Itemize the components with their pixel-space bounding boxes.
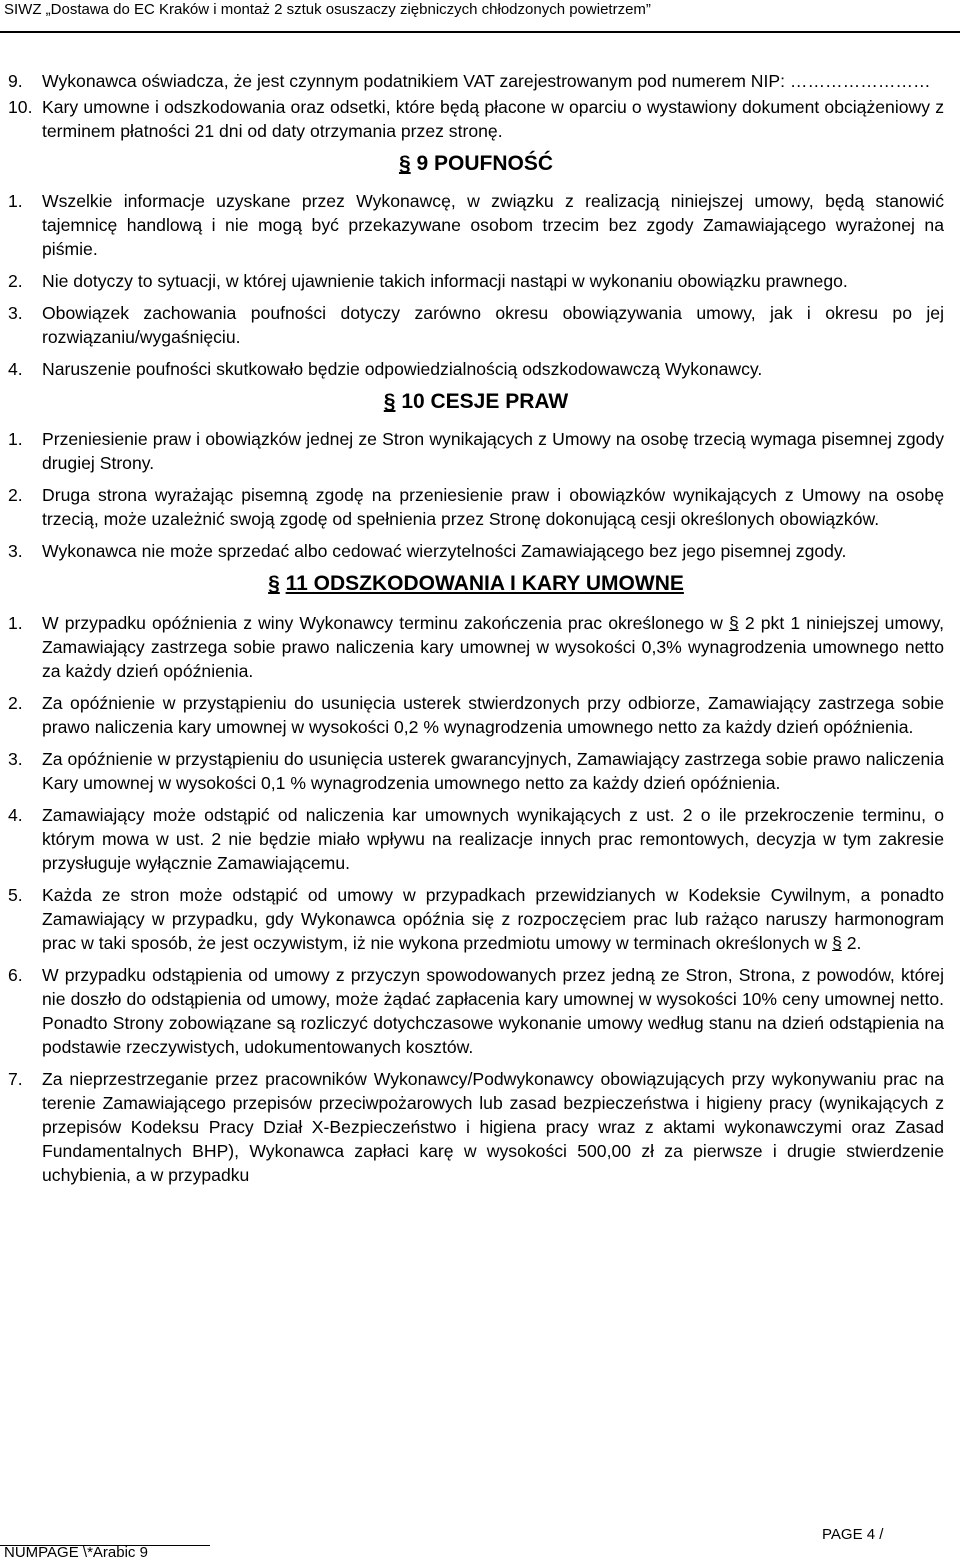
- document-header: [0, 0, 960, 32]
- header-title: SIWZ „Dostawa do EC Kraków i montaż 2 sztuk osuszaczy ziębniczych chłodzonych powietrzem”: [4, 1, 651, 18]
- list-item: [8, 427, 944, 475]
- item-number: 7.: [8, 1069, 23, 1089]
- item-number: 2.: [8, 485, 23, 505]
- list-item: [8, 301, 944, 349]
- item-text: Wszelkie informacje uzyskane przez Wykonawcę, w związku z realizacją niniejszej umowy, będą stanowić tajemnicę handlową i nie mogą być przekazywane osobom trzecim bez zgody Zamawiającego wyrażonej na piśmie.: [42, 191, 944, 259]
- list-item: [8, 611, 944, 683]
- item-text: Każda ze stron może odstąpić od umowy w przypadkach przewidzianych w Kodeksie Cywilnym, a ponadto Zamawiający w przypadku, gdy Wykonawca opóźnia się z rozpoczęciem prac lub rażąco naruszy harmonogram prac w taki sposób, że jest oczywistym, iż nie wykona przedmiotu umowy w terminach określonych w: [42, 885, 944, 953]
- section-title: 9 POUFNOŚĆ: [416, 152, 554, 175]
- item-text: Za opóźnienie w przystąpieniu do usunięcia usterek gwarancyjnych, Zamawiający zastrzega sobie prawo naliczenia Kary umownej w wysokości 0,1 % wynagrodzenia umownego netto za każdy dzień opóźnienia.: [42, 749, 944, 793]
- section-heading-11: [8, 571, 944, 597]
- list-item: [8, 539, 944, 563]
- item-text: Obowiązek zachowania poufności dotyczy zarówno okresu obowiązywania umowy, jak i okresu po jej rozwiązaniu/wygaśnięciu.: [42, 303, 944, 347]
- list-item: [8, 803, 944, 875]
- item-text-continued: 2.: [841, 933, 862, 953]
- item-text-continued: 2 pkt 1 niniejszej umowy, Zamawiający zastrzega sobie prawo naliczenia kary umownej w wysokości 0,3% wynagrodzenia umownego netto za każdy dzień opóźnienia.: [42, 613, 944, 681]
- item-text: Zamawiający może odstąpić od naliczenia kar umownych wynikających z ust. 2 o ile przekroczenie terminu, o którym mowa w ust. 2 nie będzie miało wpływu na realizacje innych prac remontowych, decyzja w tym zakresie przysługuje wyłącznie Zamawiającemu.: [42, 805, 944, 873]
- item-text: Druga strona wyrażając pisemną zgodę na przeniesienie praw i obowiązków wynikających z Umowy na osobę trzecią, może uzależnić swoją zgodę od spełnienia przez Stronę dokonującą cesji określonych obowiązków.: [42, 485, 944, 529]
- list-item: [8, 269, 944, 293]
- list-item: [8, 95, 944, 143]
- page-count-field: NUMPAGE \*Arabic 9: [4, 1544, 148, 1561]
- list-item: [8, 691, 944, 739]
- item-text: Kary umowne i odszkodowania oraz odsetki, które będą płacone w oparciu o wystawiony dokument obciążeniowy z terminem płatności 21 dni od daty otrzymania przez stronę.: [42, 97, 944, 141]
- item-text: Wykonawca nie może sprzedać albo cedować wierzytelności Zamawiającego bez jego pisemnej zgody.: [42, 541, 847, 561]
- item-text: W przypadku odstąpienia od umowy z przyczyn spowodowanych przez jedną ze Stron, Strona, z powodów, której nie doszło do odstąpienia od umowy, może żądać zapłacenia kary umownej w wysokości 10% ceny umownej netto. Ponadto Strony zobowiązane są rozliczyć dotychczasowe wykonanie umowy według stanu na dzień odstąpienia na podstawie rzeczywistych, udokumentowanych kosztów.: [42, 965, 944, 1057]
- header-divider: [0, 31, 960, 33]
- item-text: Za nieprzestrzeganie przez pracowników Wykonawcy/Podwykonawcy obowiązujących przy wykonywaniu prac na terenie Zamawiającego przepisów przeciwpożarowych lub zasad bezpieczeństwa i higieny pracy (wynikających z przepisów Kodeksu Pracy Dział X-Bezpieczeństwo i higiena pracy wraz z aktami wykonawczymi oraz Zasad Fundamentalnych BHP), Wykonawca zapłaci karę w wysokości 500,00 zł za pierwsze i drugie stwierdzenie uchybienia, a w przypadku: [42, 1069, 944, 1185]
- document-body: [8, 69, 944, 1195]
- list-item: [8, 747, 944, 795]
- list-item: [8, 883, 944, 955]
- item-number: 3.: [8, 749, 23, 769]
- item-number: 3.: [8, 541, 23, 561]
- list-item: [8, 189, 944, 261]
- item-number: 1.: [8, 613, 23, 633]
- list-item: [8, 357, 944, 381]
- section-heading-10: [8, 389, 944, 415]
- item-text: Przeniesienie praw i obowiązków jednej ze Stron wynikających z Umowy na osobę trzecią wymaga pisemnej zgody drugiej Strony.: [42, 429, 944, 473]
- item-number: 1.: [8, 191, 23, 211]
- paragraph-mark: §: [832, 933, 842, 953]
- item-number: 1.: [8, 429, 23, 449]
- item-text: W przypadku opóźnienia z winy Wykonawcy terminu zakończenia prac określonego w: [42, 613, 729, 633]
- item-text: Za opóźnienie w przystąpieniu do usunięcia usterek stwierdzonych przy odbiorze, Zamawiający zastrzega sobie prawo naliczenia kary umownej w wysokości 0,2 % wynagrodzenia umownego netto za każdy dzień opóźnienia.: [42, 693, 944, 737]
- section-title: 10 CESJE PRAW: [401, 390, 569, 413]
- paragraph-mark: §: [728, 613, 739, 633]
- item-number: 2.: [8, 271, 23, 291]
- item-number: 4.: [8, 359, 23, 379]
- item-number: 9.: [8, 71, 23, 91]
- item-text: Wykonawca oświadcza, że jest czynnym podatnikiem VAT zarejestrowanym pod numerem NIP: ……………………: [42, 71, 931, 91]
- item-number: 2.: [8, 693, 23, 713]
- list-item: [8, 483, 944, 531]
- page-number-field: PAGE 4 /: [822, 1526, 884, 1543]
- section-mark: §: [383, 390, 396, 413]
- list-item: [8, 69, 944, 93]
- item-number: 4.: [8, 805, 23, 825]
- section-mark: §: [268, 572, 280, 595]
- list-item: [8, 963, 944, 1059]
- item-number: 6.: [8, 965, 23, 985]
- section-title: 11 ODSZKODOWANIA I KARY UMOWNE: [285, 572, 684, 595]
- section-heading-9: [8, 151, 944, 177]
- item-number: 3.: [8, 303, 23, 323]
- item-number: 10.: [8, 97, 33, 117]
- list-item: [8, 1067, 944, 1187]
- item-text: Naruszenie poufności skutkowało będzie odpowiedzialnością odszkodowawczą Wykonawcy.: [42, 359, 763, 379]
- item-text: Nie dotyczy to sytuacji, w której ujawnienie takich informacji nastąpi w wykonaniu obowiązku prawnego.: [42, 271, 848, 291]
- section-mark: §: [398, 152, 411, 175]
- item-number: 5.: [8, 885, 23, 905]
